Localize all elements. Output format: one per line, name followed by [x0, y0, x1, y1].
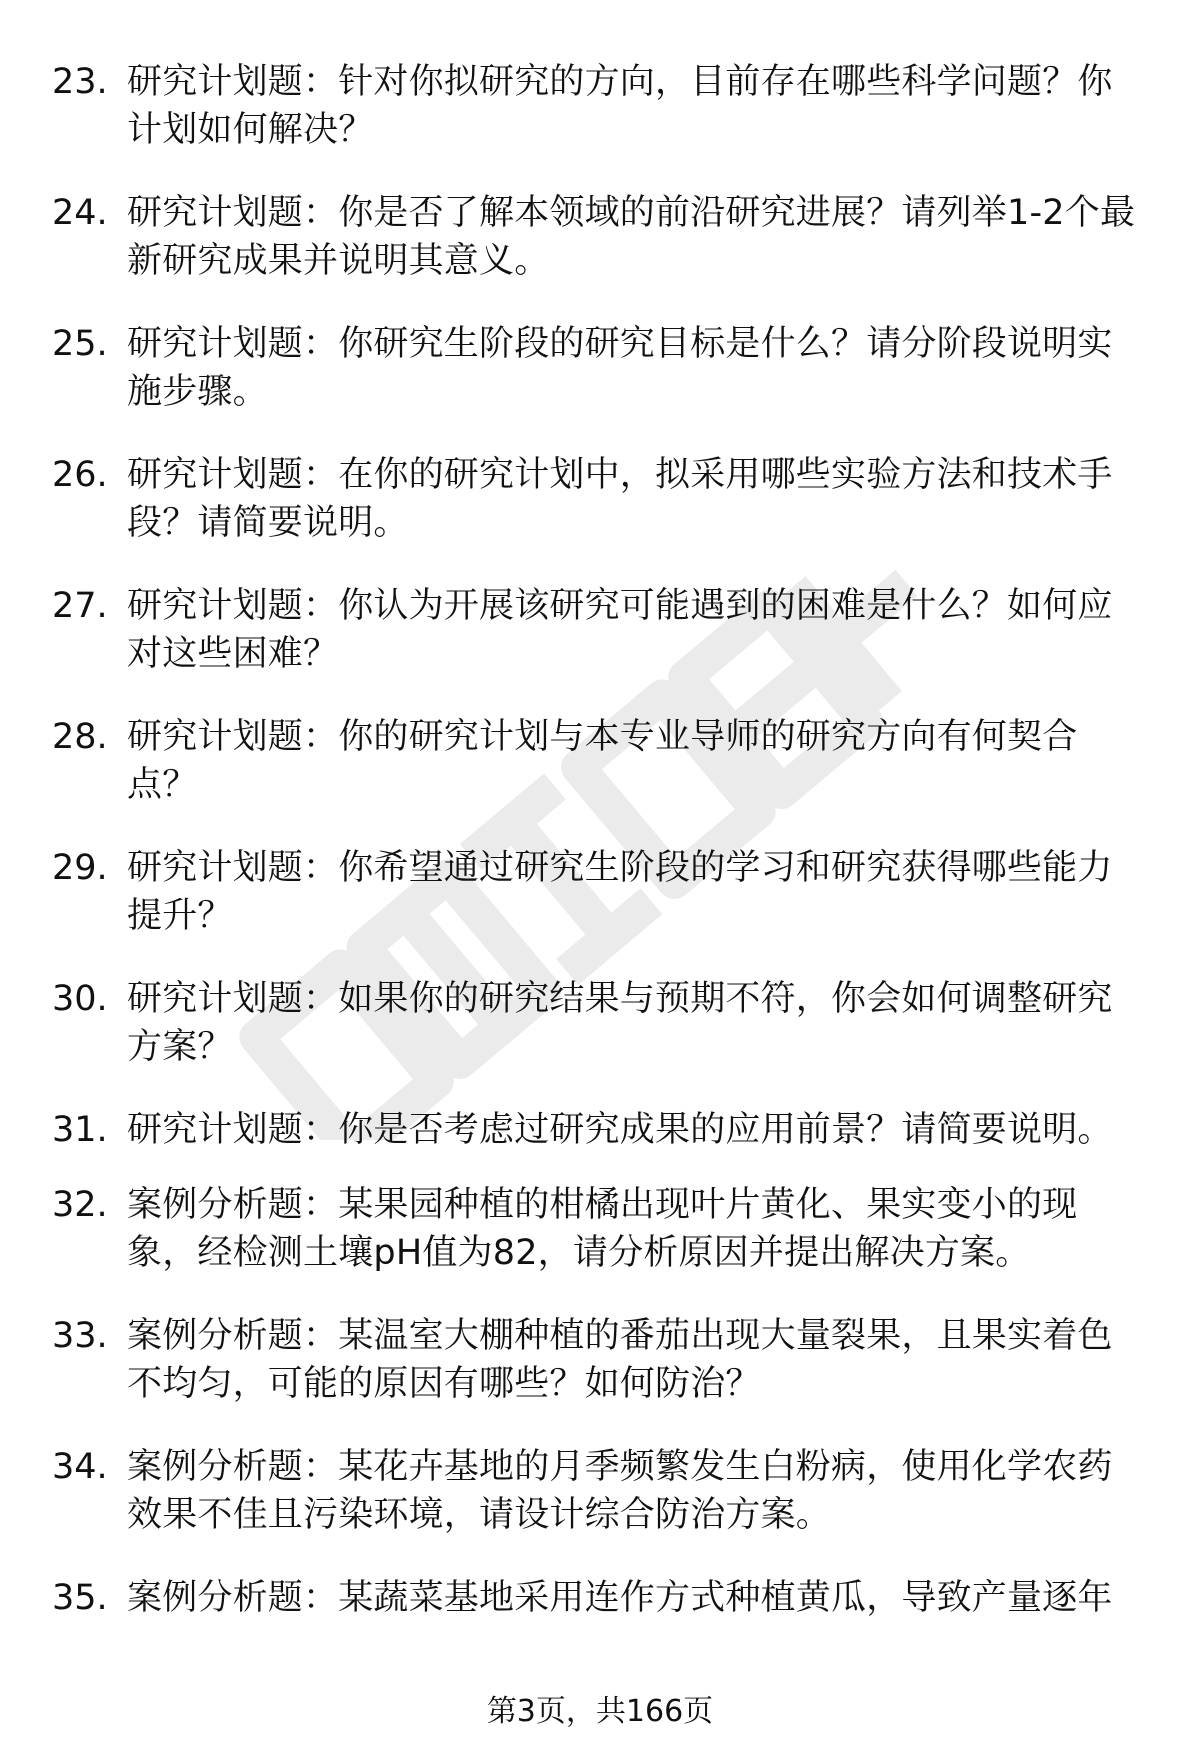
question-text: 研究计划题：针对你拟研究的方向，目前存在哪些科学问题？你计划如何解决？	[127, 62, 1113, 150]
question-text: 研究计划题：你是否考虑过研究成果的应用前景？请简要说明。	[127, 1110, 1113, 1150]
question-number: 25.	[52, 324, 108, 364]
list-item	[0, 320, 1200, 451]
question-number: 28.	[52, 717, 108, 757]
list-item	[0, 1443, 1200, 1574]
question-text: 研究计划题：你的研究计划与本专业导师的研究方向有何契合点？	[127, 717, 1078, 805]
question-text: 研究计划题：你是否了解本领域的前沿研究进展？请列举1-2个最新研究成果并说明其意义。	[127, 193, 1136, 281]
question-number: 32.	[52, 1185, 108, 1225]
question-number: 23.	[52, 62, 108, 102]
question-text: 案例分析题：某果园种植的柑橘出现叶片黄化、果实变小的现象，经检测土壤pH值为82，请分析原因并提出解决方案。	[127, 1185, 1078, 1273]
list-item	[0, 189, 1200, 320]
question-number: 31.	[52, 1110, 108, 1150]
question-number: 24.	[52, 193, 108, 233]
question-text: 研究计划题：你研究生阶段的研究目标是什么？请分阶段说明实施步骤。	[127, 324, 1113, 412]
question-number: 35.	[52, 1578, 108, 1618]
list-item	[0, 844, 1200, 975]
list-item	[0, 451, 1200, 582]
question-number: 33.	[52, 1316, 108, 1356]
question-list	[0, 58, 1200, 1705]
question-text: 研究计划题：你希望通过研究生阶段的学习和研究获得哪些能力提升？	[127, 848, 1113, 936]
question-number: 27.	[52, 586, 108, 626]
question-text: 研究计划题：在你的研究计划中，拟采用哪些实验方法和技术手段？请简要说明。	[127, 455, 1113, 543]
question-number: 30.	[52, 979, 108, 1019]
list-item	[0, 975, 1200, 1106]
question-text: 案例分析题：某花卉基地的月季频繁发生白粉病，使用化学农药效果不佳且污染环境，请设计综合防治方案。	[127, 1447, 1113, 1535]
list-item	[0, 1106, 1200, 1181]
list-item	[0, 1574, 1200, 1705]
question-text: 案例分析题：某蔬菜基地采用连作方式种植黄瓜，导致产量逐年	[127, 1578, 1113, 1618]
page-number-footer: 第3页，共166页	[486, 1694, 714, 1729]
question-number: 26.	[52, 455, 108, 495]
question-text: 研究计划题：如果你的研究结果与预期不符，你会如何调整研究方案？	[127, 979, 1113, 1067]
question-number: 34.	[52, 1447, 108, 1487]
question-text: 研究计划题：你认为开展该研究可能遇到的困难是什么？如何应对这些困难？	[127, 586, 1113, 674]
list-item	[0, 582, 1200, 713]
list-item	[0, 1181, 1200, 1312]
list-item	[0, 713, 1200, 844]
list-item	[0, 58, 1200, 189]
list-item	[0, 1312, 1200, 1443]
question-text: 案例分析题：某温室大棚种植的番茄出现大量裂果，且果实着色不均匀，可能的原因有哪些？如何防治？	[127, 1316, 1113, 1404]
question-number: 29.	[52, 848, 108, 888]
